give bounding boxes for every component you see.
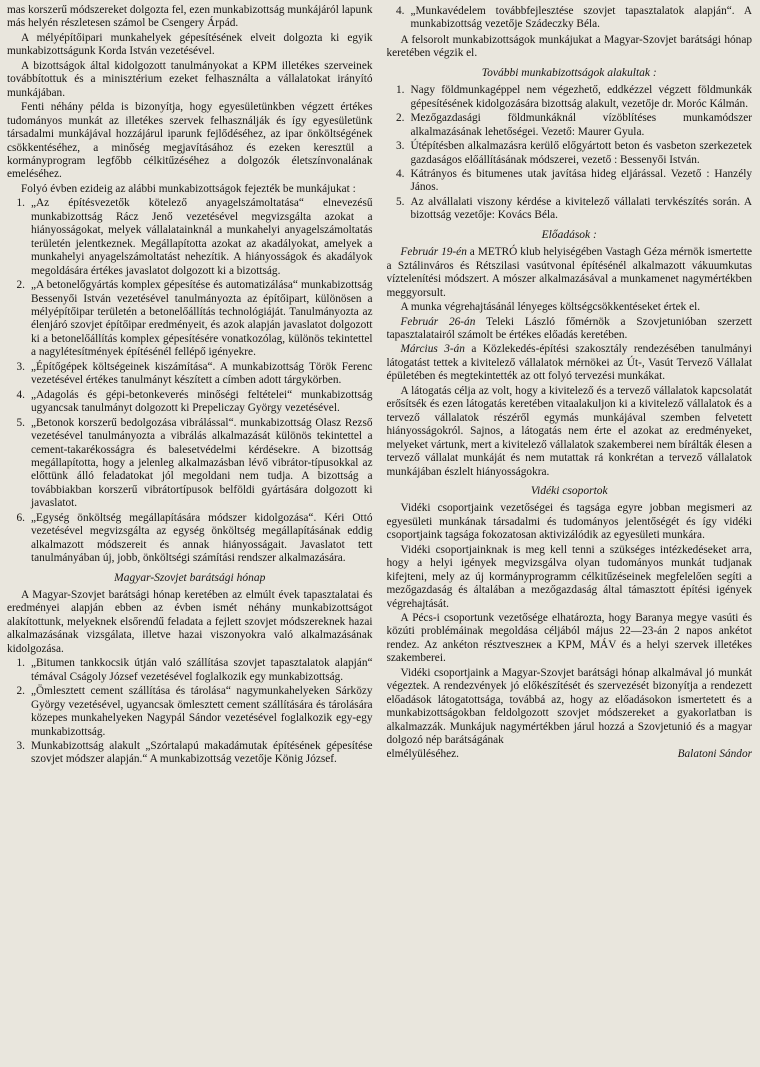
paragraph: Vidéki csoportjaink a Magyar-Szovjet barátsági hónap alkalmával jó munkát végeztek. A rendezvények jó előkészítését és szervezését bizonyítja a rendezett előadások látogatottsága, továbbá az, hogy az előadásokon ismertetett és a munkabizottságokban feldolgozott szovjet módszereket a gyakorlatban is alkalmazzák. Munkájuk nagymértékben járul hozzá a Szovjetunió és a magyar dolgozó nép barátságának (386, 666, 752, 747)
item-number: 4. (396, 167, 405, 180)
item-number: 3. (396, 140, 405, 153)
item-number: 5. (16, 416, 25, 429)
paragraph: A Pécs-i csoportunk vezetősége elhatározta, hogy Baranya megye vasúti és közúti problémáinak megoldása céljából május 22—23-án 2 napos ankétot rendez. Az ankéton résztveszнек a KPM, MÁV és a helyi szervek illetékes szakemberei. (386, 612, 752, 665)
paragraph: A Magyar-Szovjet barátsági hónap keretében az elmúlt évek tapasztalatai és eredményei alapján ebben az évben ismét néhány munkabizottságot alakítottunk, melyeknek elsőrendű feladata a fejlett szovjet módszereknek hazai alkalmazásának vizsgálata, illetve hazai viszonyokra való alkalmazásának kidolgozása. (7, 589, 373, 655)
list-item (7, 279, 373, 360)
item-number: 1. (396, 84, 405, 97)
paragraph-text: a Közlekedés-építési szakosztály rendezésében tanulmányi látogatást tettek a kivitelező vállalatok mérnökei az Út-, Vasút Tervező Vállalat épületében és megtekintették az ott folyó tervezési munkákat. (386, 343, 752, 383)
item-text: „Ömlesztett cement szállítása és tárolása“ nagymunkahelyeken Sárközy György vezetésével, ugyancsak ömlesztett cement szállítására és tárolására közepes munkahelyeken Nagypál Sándor vezetésével foglalkozik egy-egy munkabizottság. (31, 685, 373, 738)
paragraph: A mélyépítőipari munkahelyek gépesítésének elveit dolgozta ki egyik munkabizottságunk Korda István vezetésével. (7, 31, 373, 58)
paragraph: A felsorolt munkabizottságok munkájukat a Magyar-Szovjet barátsági hónap keretében végzik el. (386, 33, 752, 60)
list-item (7, 361, 373, 388)
item-text: „Betonok korszerű bedolgozása vibrálással“. munkabizottság Olasz Rezső vezetésével tanulmányozta a vibrálás alkalmazását különös tekintettel a cement-takarékosságra és balesetvédelmi kérdésekre. A bizottság megállapította, hogy a jelenleg alkalmazásban lévő vibrátor-típusokkal az előttünk álló feladatokat jól megoldani nem tudja. A bizottság a továbbiakban korszerű vibrátortípusok belföldi gyártására dolgozott ki javaslatot. (31, 416, 373, 510)
item-number: 2. (16, 685, 25, 698)
item-text: Nagy földmunkagéppel nem végezhető, eddkézzel végzett földmunkák gépesítésének kidolgozására bizottság alakult, vezetője dr. Moróc Kálmán. (410, 84, 752, 110)
list-item (7, 417, 373, 511)
item-text: „Építőgépek költségeinek kiszámítása“. A munkabizottság Török Ferenc vezetésével értékes tanulmányt készített a címben adott tárgykörben. (31, 360, 373, 387)
section-heading-new-committees: További munkabizottságok alakultak : (481, 66, 657, 79)
item-text: Útépítésben alkalmazásra kerülő előgyártott beton és vasbeton szerkezetek gazdaságos előállításának módszerei, vezető : Bessenyői István. (410, 140, 752, 166)
list-item (7, 512, 373, 566)
item-text: Kátrányos és bitumenes utak javítása hideg eljárással. Vezető : Hanzély János. (410, 167, 752, 194)
paragraph: Vidéki csoportjaink vezetőségei és tagsága egyre jobban megismeri az egyesületi munkának társadalmi és tudományos jelentőségét és így vidéki csoportjaink tagsága fokozatosan aktivizálódik az egyesületi munkára. (386, 502, 752, 542)
friendship-month-committees-list (7, 657, 373, 767)
list-item (387, 84, 753, 111)
paragraph (387, 343, 753, 383)
list-item (7, 389, 373, 416)
paragraph (387, 246, 753, 300)
item-number: 3. (16, 740, 25, 753)
item-number: 4. (16, 388, 25, 401)
item-number: 6. (16, 511, 25, 524)
date-label: Február 26-án (400, 315, 476, 328)
item-number: 2. (396, 112, 405, 125)
item-text: „Bitumen tankkocsik útján való szállítása szovjet tapasztalatok alapján“ témával Cságoly József vezetésével foglalkozik egy munkabizottság. (31, 657, 373, 683)
list-item (7, 657, 373, 684)
completed-committees-list (7, 197, 373, 565)
paragraph: A bizottságok által kidolgozott tanulmányokat a KPM illetékes szerveinek továbbítottuk és a minisztérium ezeket felhasználta a vállalatokat irányító munkájában. (7, 59, 373, 99)
right-column (387, 4, 753, 1067)
item-text: „Adagolás és gépi-betonkeverés minőségi feltételei“ munkabizottság ugyancsak tanulmányt dolgozott ki Prepeliczay György vezetésével. (31, 388, 373, 415)
paragraph (387, 316, 753, 343)
paragraph: Fenti néhány példa is bizonyítja, hogy egyesületünkben végzett értékes tudományos munkát az illetékes szervek felhasználják és így egyesületünk társadalmi munkájával hozzájárul iparunk fejlődéséhez, az ipar önköltségének csökkentéséhez, a minőség megjavításához és ezeken keresztül a kormányprogram legfőbb célkitűzéséhez a dolgozók életszínvonalának emeléséhez. (7, 101, 373, 181)
section-heading-rural-groups: Vidéki csoportok (530, 484, 608, 497)
paragraph: A munka végrehajtásánál lényeges költségcsökkentéseket értek el. (400, 301, 701, 314)
date-label: Február 19-én (400, 246, 467, 259)
date-label: Március 3-án (400, 343, 465, 356)
list-item (387, 112, 753, 139)
section-heading-lectures: Előadások : (541, 228, 597, 241)
author-signature: Balatoni Sándor (677, 747, 752, 760)
item-number: 3. (16, 360, 25, 373)
friendship-month-committees-list-cont (387, 5, 753, 32)
item-text: „Egység önköltség megállapítására módszer kidolgozása“. Kéri Ottó vezetésével megvizsgálta az egység önköltség megállapításának eddig alkalmazott módszereit és annak hiányosságait. Javaslatot tett tanulmányában új, jobb, önköltségi számítási rendszer alkalmazására. (31, 511, 373, 565)
paragraph: mas korszerű módszereket dolgozta fel, ezen munkabizottság munkájáról lapunk más helyén részletesen számol be Csengery Árpád. (7, 4, 373, 30)
list-item (7, 740, 373, 767)
list-item (7, 197, 373, 278)
paragraph-text: Teleki László főmérnök a Szovjetunióban szerzett tapasztalatairól számolt be értékes előadás keretében. (386, 315, 752, 341)
new-committees-list (387, 84, 753, 223)
item-text: Az alvállalati viszony kérdése a kivitelező vállalati tervkészítés során. A bizottság vezetője: Kovács Béla. (410, 195, 752, 222)
item-text: Mezőgazdasági földmunkáknál vízöblítéses munkamódszer alkalmazásának lehetőségei. Vezető: Maurer Gyula. (410, 112, 752, 138)
paragraph: Folyó évben ezideig az alábbi munkabizottságok fejezték be munkájukat : (21, 182, 356, 195)
list-item (387, 5, 753, 32)
item-text: „Az építésvezetők kötelező anyagelszámoltatása“ elnevezésű munkabizottság Rácz Jenő vezetésével megvizsgálta azokat a hiányosságokat, melyek vállalatainknál a munkahelyi anyagelszámoltatás területén jelentkeznek. Megállapította azokat az akadályokat, amelyek a munkahelyi anyagelszámoltatást nehezítik. A hiányosságok és akadályok megoldására értékes javaslatot dolgozott ki a bizottság. (31, 197, 373, 277)
item-number: 1. (16, 197, 25, 210)
item-number: 1. (16, 657, 25, 670)
list-item (387, 196, 753, 223)
closing-text: elmélyüléséhez. (386, 747, 459, 760)
list-item (387, 168, 753, 195)
item-text: „A betonelőgyártás komplex gépesítése és automatizálása“ munkabizottság Bessenyői István vezetésével tanulmányozta az építőipart, különösen a mélyépítőipar területén a betonelőállítás technológiáját. Tanulmányozta az élenjáró szovjet építőipar eredményeit, és azok alapján javaslatot dolgozott ki a betonelőállítás komplex gépesítésére vonatkozólag, különös tekintettel a nagylétesítmények építésénél fellépő igényekre. (31, 279, 373, 359)
item-text: Munkabizottság alakult „Szórtalapú makadámutak építésének gépesítése szovjet módszer alapján.“ A munkabizottság vezetője König József. (31, 740, 373, 766)
item-text: „Munkavédelem továbbfejlesztése szovjet tapasztalatok alapján“. A munkabizottság vezetője Szádeczky Béla. (410, 5, 752, 31)
item-number: 2. (16, 279, 25, 292)
list-item (7, 685, 373, 739)
closing-line (387, 748, 753, 761)
paragraph-text: a METRÓ klub helyiségében Vastagh Géza mérnök ismertette a Sztálinváros és Rétszilasi vasútvonal építésénél alkalmazott vákuumkutas víztelenítési módszert. A mószer alkalmazásával a munkamenet nagymértékben meggyorsult. (386, 246, 752, 299)
list-item (387, 140, 753, 167)
section-heading-friendship-month: Magyar-Szovjet barátsági hónap (114, 571, 266, 584)
item-number: 5. (396, 195, 405, 208)
paragraph: A látogatás célja az volt, hogy a kivitelező és a tervező vállalatok kapcsolatát erősítsék és ezen látogatás keretében vitaalakuljon ki a kivitelező vállalatok és a tervező vállalatok részéről egymás munkájával szemben felvetett hiányosságokról. Sajnos, a látogatás nem érte el azokat az eredményeket, melyeket vártunk, mert a kivitelező vállalatok szakemberei nem bírálták élesen a tervező vállalat munkáját és nem mutattak rá konkrétan a tervező vállalatok munkájában észlelt hiányosságokra. (386, 384, 752, 478)
left-column (7, 4, 373, 1067)
item-number: 4. (396, 5, 405, 17)
paragraph: Vidéki csoportjainknak is meg kell tenni a szükséges intézkedéseket arra, hogy a helyi igények megvizsgálva olyan tudományos munkát tudjanak kifejteni, mely az új kormányprogramm célkitűzéseinek megfelelően segíti a mezőgazdaság és általában a mezőgazdaság által támasztott építési igények végrehajtását. (386, 543, 752, 610)
